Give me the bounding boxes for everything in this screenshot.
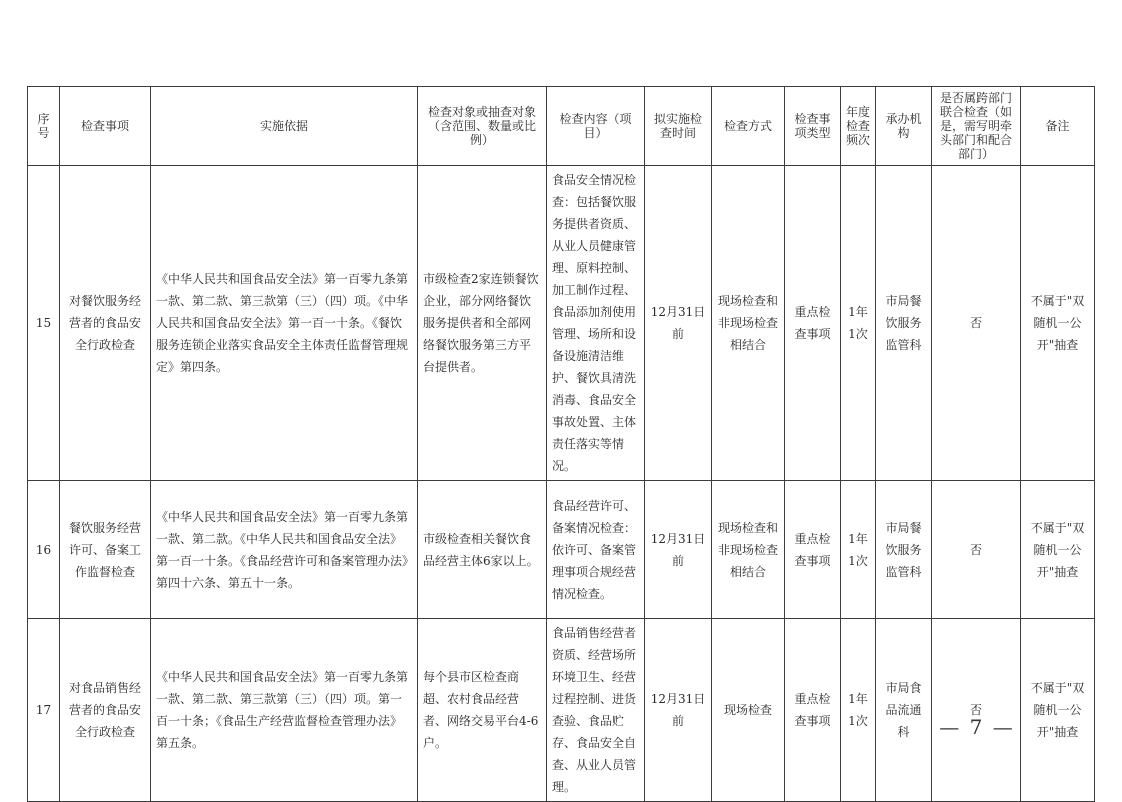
cell-type: 重点检查事项 xyxy=(785,619,841,802)
header-time: 拟实施检查时间 xyxy=(645,87,712,166)
table-row xyxy=(28,619,1095,802)
cell-content: 食品安全情况检查：包括餐饮服务提供者资质、从业人员健康管理、原料控制、加工制作过程、食品添加剂使用管理、场所和设备设施清洁维护、餐饮具清洗消毒、食品安全事故处置、主体责任落实等情况。 xyxy=(547,166,645,481)
cell-frequency: 1年1次 xyxy=(841,166,876,481)
header-frequency: 年度检查频次 xyxy=(841,87,876,166)
cell-frequency: 1年1次 xyxy=(841,481,876,619)
cell-item: 对食品销售经营者的食品安全行政检查 xyxy=(60,619,151,802)
header-seq: 序号 xyxy=(28,87,60,166)
inspection-plan-table xyxy=(27,86,1095,802)
header-note: 备注 xyxy=(1021,87,1095,166)
cell-target: 市级检查相关餐饮食品经营主体6家以上。 xyxy=(418,481,547,619)
cell-content: 食品经营许可、备案情况检查：依许可、备案管理事项合规经营情况检查。 xyxy=(547,481,645,619)
header-row xyxy=(28,87,1095,166)
header-cross-department: 是否属跨部门联合检查（如是，需写明牵头部门和配合部门） xyxy=(932,87,1021,166)
header-content: 检查内容（项目） xyxy=(547,87,645,166)
cell-frequency: 1年1次 xyxy=(841,619,876,802)
cell-content: 食品销售经营者资质、经营场所环境卫生、经营过程控制、进货查验、食品贮存、食品安全自查、从业人员管理。 xyxy=(547,619,645,802)
header-type: 检查事项类型 xyxy=(785,87,841,166)
header-basis: 实施依据 xyxy=(151,87,418,166)
cell-note: 不属于"双随机一公开"抽查 xyxy=(1021,619,1095,802)
cell-basis: 《中华人民共和国食品安全法》第一百零九条第一款、第二款、第三款第（三）（四）项。第一百一十条；《食品生产经营监督检查管理办法》第五条。 xyxy=(151,619,418,802)
cell-method: 现场检查和非现场检查相结合 xyxy=(712,481,785,619)
cell-organization: 市局餐饮服务监管科 xyxy=(876,166,932,481)
cell-method: 现场检查和非现场检查相结合 xyxy=(712,166,785,481)
cell-cross-department: 否 xyxy=(932,481,1021,619)
cell-note: 不属于"双随机一公开"抽查 xyxy=(1021,166,1095,481)
cell-basis: 《中华人民共和国食品安全法》第一百零九条第一款、第二款。《中华人民共和国食品安全法》第一百一十条。《食品经营许可和备案管理办法》第四十六条、第五十一条。 xyxy=(151,481,418,619)
cell-item: 对餐饮服务经营者的食品安全行政检查 xyxy=(60,166,151,481)
cell-time: 12月31日前 xyxy=(645,166,712,481)
cell-cross-department: 否 xyxy=(932,166,1021,481)
cell-cross-department: 否 xyxy=(932,619,1021,802)
table-row xyxy=(28,481,1095,619)
header-method: 检查方式 xyxy=(712,87,785,166)
cell-target: 每个县市区检查商超、农村食品经营者、网络交易平台4-6户。 xyxy=(418,619,547,802)
table-row xyxy=(28,166,1095,481)
cell-method: 现场检查 xyxy=(712,619,785,802)
cell-organization: 市局餐饮服务监管科 xyxy=(876,481,932,619)
cell-time: 12月31日前 xyxy=(645,481,712,619)
cell-note: 不属于"双随机一公开"抽查 xyxy=(1021,481,1095,619)
page-number: — 7 — xyxy=(939,715,1015,739)
cell-target: 市级检查2家连锁餐饮企业，部分网络餐饮服务提供者和全部网络餐饮服务第三方平台提供者。 xyxy=(418,166,547,481)
cell-item: 餐饮服务经营许可、备案工作监督检查 xyxy=(60,481,151,619)
cell-time: 12月31日前 xyxy=(645,619,712,802)
cell-seq: 16 xyxy=(28,481,60,619)
cell-organization: 市局食品流通科 xyxy=(876,619,932,802)
cell-basis: 《中华人民共和国食品安全法》第一百零九条第一款、第二款、第三款第（三）（四）项。《中华人民共和国食品安全法》第一百一十条。《餐饮服务连锁企业落实食品安全主体责任监督管理规定》第四条。 xyxy=(151,166,418,481)
cell-type: 重点检查事项 xyxy=(785,166,841,481)
header-organization: 承办机构 xyxy=(876,87,932,166)
header-target: 检查对象或抽查对象（含范围、数量或比例） xyxy=(418,87,547,166)
header-item: 检查事项 xyxy=(60,87,151,166)
cell-seq: 15 xyxy=(28,166,60,481)
cell-type: 重点检查事项 xyxy=(785,481,841,619)
cell-seq: 17 xyxy=(28,619,60,802)
